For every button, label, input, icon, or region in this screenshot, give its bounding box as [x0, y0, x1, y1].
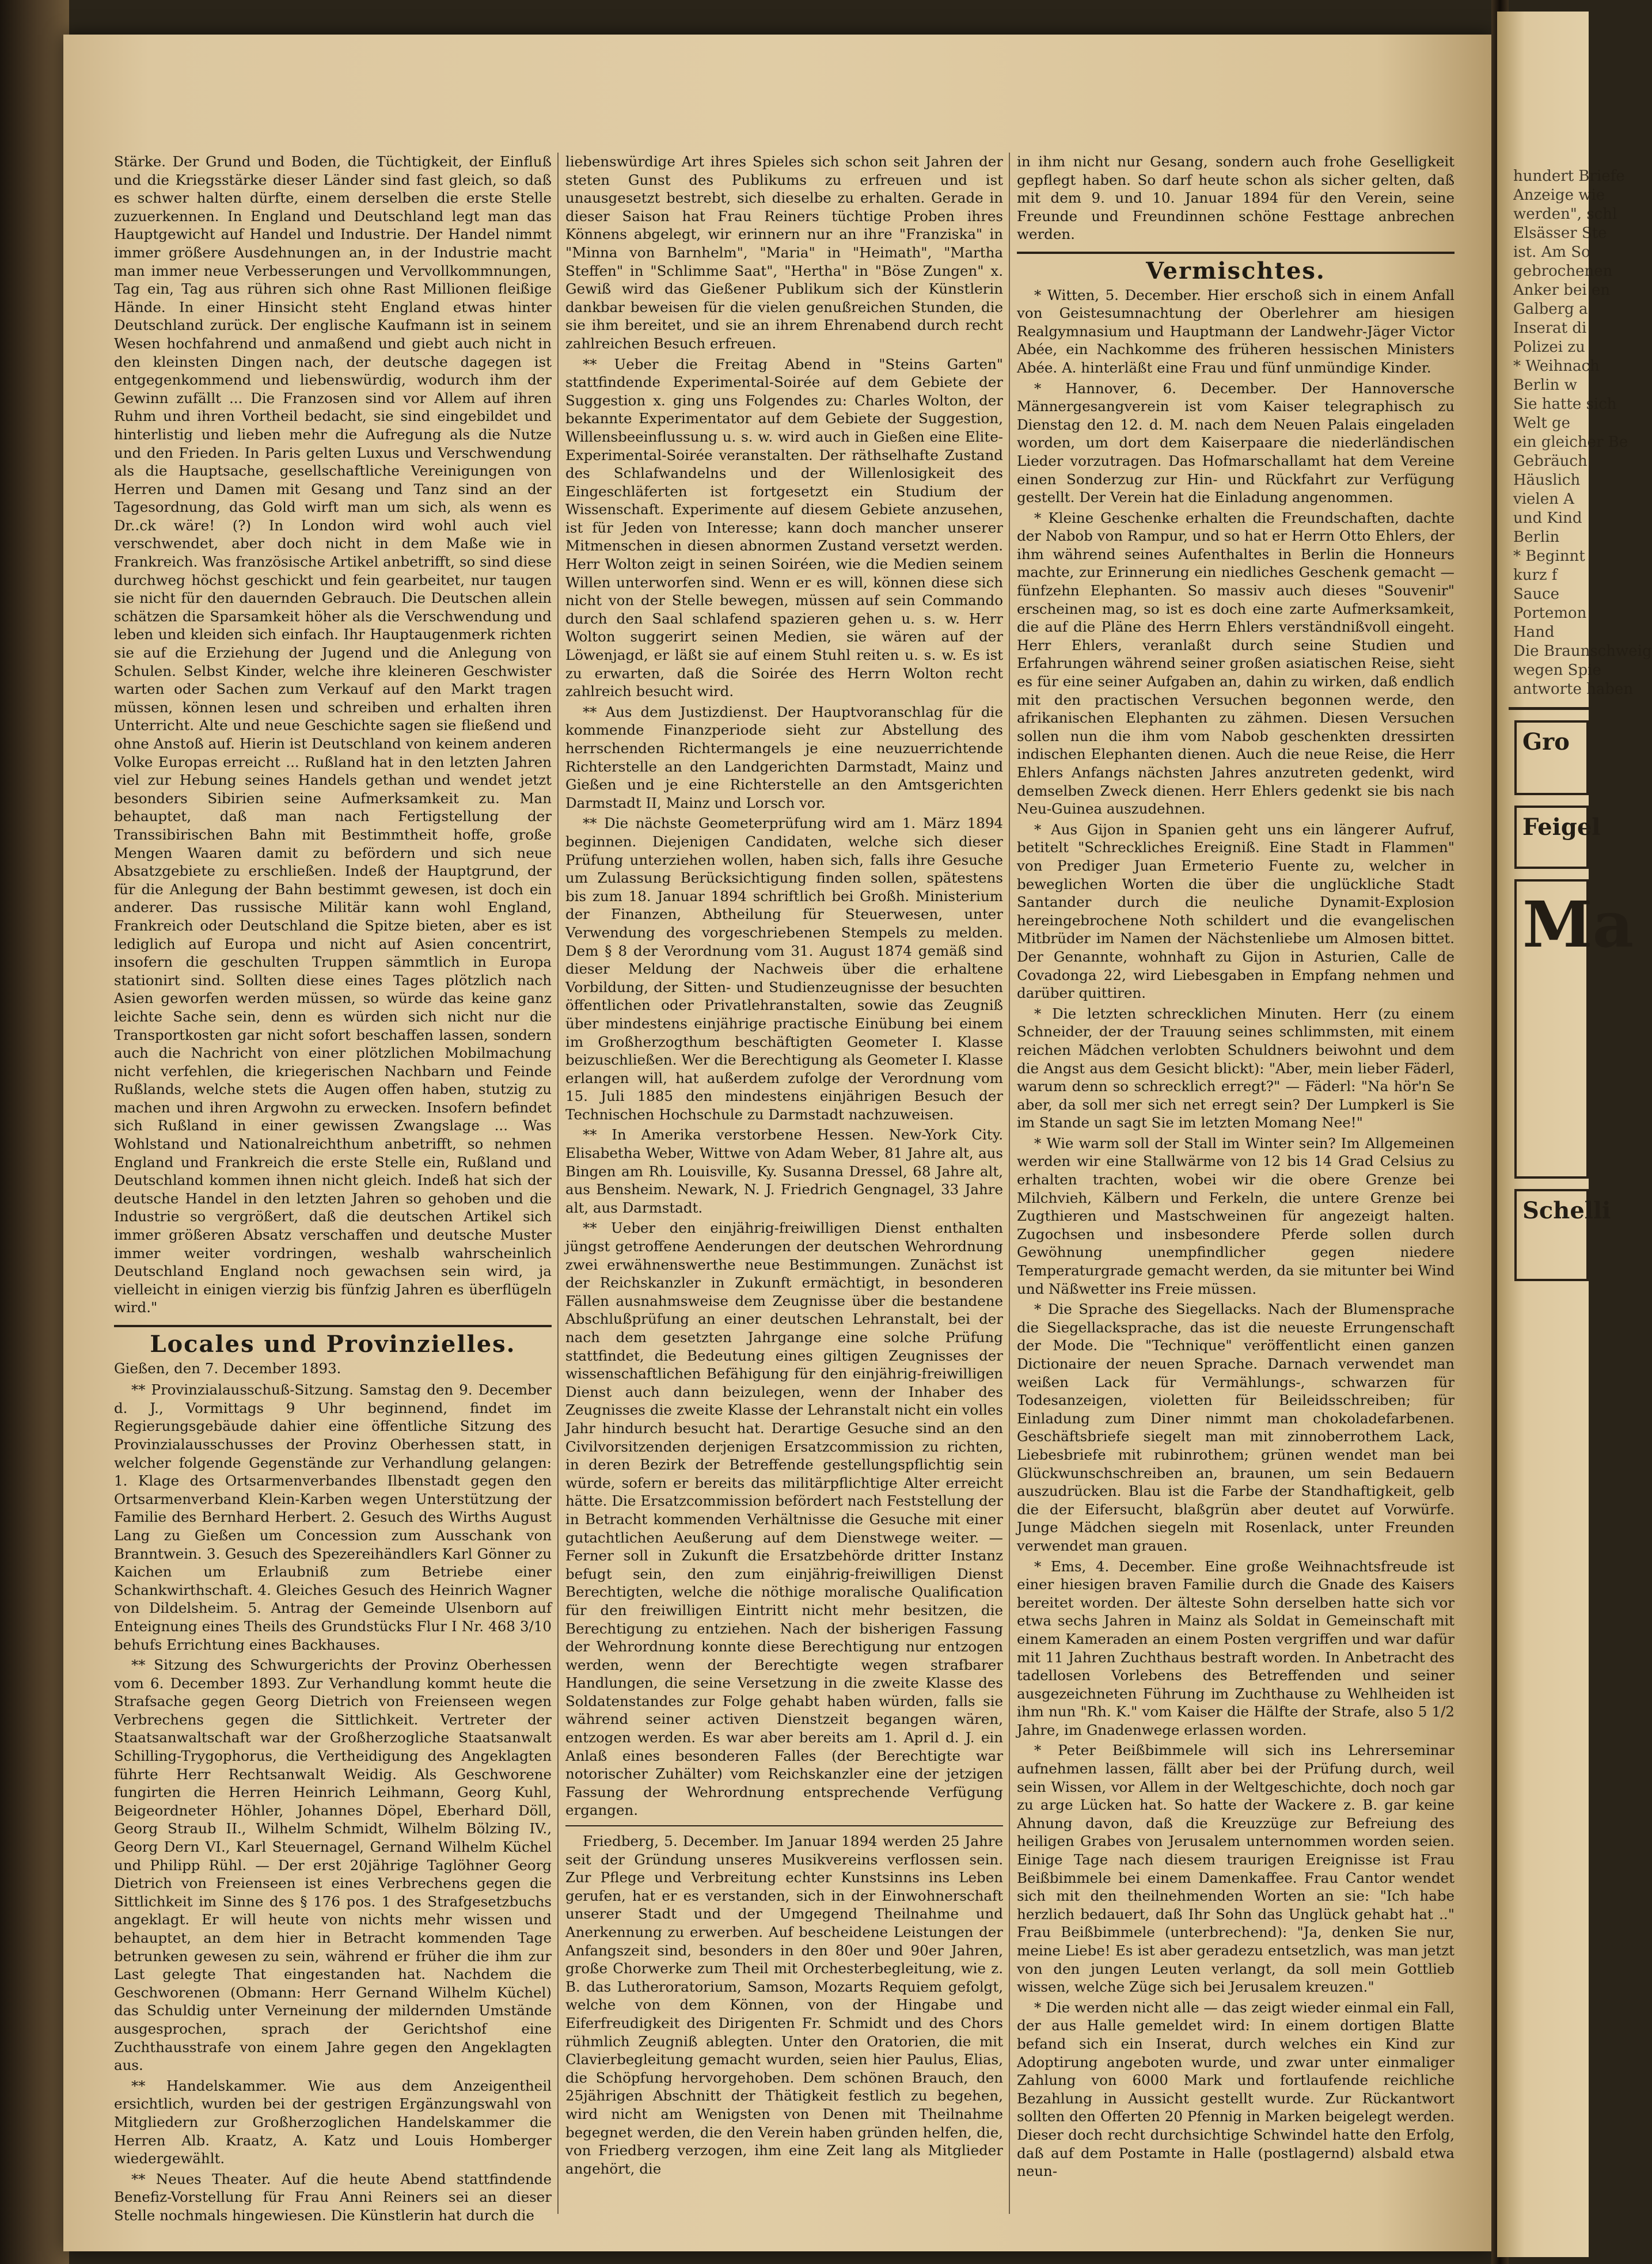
facing-page-line: antworte haben	[1513, 681, 1634, 698]
facing-page-line: vielen A	[1513, 491, 1574, 508]
article-paragraph: ** Handelskammer. Wie aus dem Anzeigentheil ersichtlich, wurden bei der gestrigen Ergänzungswahl von Mitgliedern zur Großherzoglichen Handelskammer die Herren Alb. Kraatz, A. Katz und Louis Homberger wiedergewählt.	[114, 2077, 552, 2167]
article-paragraph: * Ems, 4. December. Eine große Weihnachtsfreude ist einer hiesigen braven Familie durch die Gnade des Kaisers bereitet worden. Der älteste Sohn derselben hatte sich vor etwa sechs Jahren in Mainz als Soldat in Gemeinschaft mit einem Kameraden an einem Posten vergriffen und war dafür mit 11 Jahren Zuchthaus bestraft worden. In Anbetracht des tadellosen Vorlebens des Betreffenden und seiner ausgezeichneten Führung im Zuchthause zu Wehlheiden ist ihm nun "Rh. K." vom Kaiser die Hälfte der Strafe, also 5 1/2 Jahre, im Gnadenwege erlassen worden.	[1017, 1558, 1454, 1738]
advertisement-fragment: Feigel	[1514, 806, 1589, 869]
section-divider	[1017, 252, 1454, 254]
facing-page-line: Inserat di	[1513, 320, 1587, 337]
article-paragraph: Friedberg, 5. December. Im Januar 1894 werden 25 Jahre seit der Gründung unseres Musikvereins verflossen sein. Zur Pflege und Verbreitung echter Kunstsinns ins Leben gerufen, hat er es verstanden, sich in der Einwohnerschaft unserer Stadt und der Umgegend Theilnahme und Anerkennung zu erwerben. Auf bescheidene Leistungen der Anfangszeit sind, besonders in den 80er und 90er Jahren, große Chorwerke zum Theil mit Orchesterbegleitung, wie z. B. das Lutheroratorium, Samson, Mozarts Requiem gefolgt, welche von dem Können, von der Hingabe und Eiferfreudigkeit des Dirigenten Fr. Schmidt und des Chors rühmlich Zeugniß ablegten. Unter den Oratorien, die mit Clavierbegleitung gemacht wurden, seien hier Paulus, Elias, die Schöpfung hervorgehoben. Dem schönen Brauch, den 25jährigen Abschnitt der Thätigkeit festlich zu begehen, wird nicht am Wenigsten von Denen mit Theilnahme begegnet werden, die den Verein haben gründen helfen, die, von Friedberg verzogen, ihm eine Zeit lang als Mitglieder angehört, die	[565, 1833, 1003, 2177]
facing-page-line: Galberg a	[1513, 301, 1588, 318]
column-rule	[1009, 153, 1010, 2214]
facing-page-line: Polizei zu	[1513, 339, 1585, 356]
facing-page-line: gebrochenen	[1513, 263, 1613, 280]
article-paragraph: * Kleine Geschenke erhalten die Freundschaften, dachte der Nabob von Rampur, und so hat er Herrn Otto Ehlers, der ihm während seines Aufenthaltes in Berlin die Honneurs machte, zur Erinnerung ein niedliches Geschenk gemacht — fünfzehn Elephanten. So massiv auch dieses "Souvenir" erscheinen mag, so ist es doch eine zarte Aufmerksamkeit, die auf die Pläne des Herrn Ehlers verständnißvoll eingeht. Herr Ehlers, veranlaßt durch seine Studien und Erfahrungen während seiner großen asiatischen Reise, sieht es für eine seiner Aufgaben an, dahin zu wirken, daß endlich mit den practischen Versuchen begonnen werde, den afrikanischen Elephanten zu zähmen. Diesen Versuchen sollen nun die ihm vom Nabob geschenkten dressirten indischen Elephanten dienen. Auch die neue Reise, die Herr Ehlers Anfangs nächsten Jahres anzutreten gedenkt, wird demselben Zweck dienen. Herr Ehlers gedenkt sie bis nach Neu-Guinea auszudehnen.	[1017, 509, 1454, 818]
facing-page-line: und Kind	[1513, 510, 1582, 527]
article-paragraph: ** Neues Theater. Auf die heute Abend stattfindende Benefiz-Vorstellung für Frau Anni Reiners sei an dieser Stelle nochmals hingewiesen. Die Künstlerin hat durch die	[114, 2170, 552, 2224]
facing-page-fragment	[1497, 12, 1652, 2257]
column-2	[565, 153, 1003, 2225]
section-title-local: Locales und Provinzielles.	[150, 1331, 516, 1358]
facing-page-line: Gebräuch	[1513, 453, 1588, 470]
facing-page-line: * Beginnt	[1513, 548, 1585, 565]
facing-page-line: Häuslich	[1513, 472, 1581, 489]
facing-page-line: Portemon	[1513, 605, 1587, 622]
dateline: Gießen, den 7. December 1893.	[114, 1359, 341, 1377]
article-paragraph: ** Sitzung des Schwurgerichts der Provinz Oberhessen vom 6. December 1893. Zur Verhandlung kommt heute die Strafsache gegen Georg Dietrich von Freienseen wegen Verbrechens gegen die Sittlichkeit. Vertreter der Staatsanwaltschaft war der Großherzogliche Staatsanwalt Schilling-Trygophorus, die Vertheidigung des Angeklagten führte Herr Rechtsanwalt Weidig. Als Geschworene fungirten die Herren Heinrich Leihmann, Georg Kuhl, Beigeordneter Höhler, Johannes Döpel, Eberhard Döll, Georg Straub II., Wilhelm Schmidt, Wilhelm Bölzing IV., Georg Dern VI., Karl Steuernagel, Gernand Wilhelm Küchel und Philipp Rühl. — Der erst 20jährige Taglöhner Georg Dietrich von Freienseen ist eines Verbrechens gegen die Sittlichkeit im Sinne des § 176 pos. 1 des Strafgesetzbuchs angeklagt. Er will heute von nichts mehr wissen und behauptet, an dem hier in Betracht kommenden Tage betrunken gewesen zu sein, während er früher die ihm zur Last gelegte That eingestanden hat. Nachdem die Geschworenen (Obmann: Herr Gernand Wilhelm Küchel) das Schuldig unter Verneinung der mildernden Umstände ausgesprochen, sprach der Gerichtshof eine Zuchthausstrafe von einem Jahre gegen den Angeklagten aus.	[114, 1657, 552, 2074]
facing-page-line: werden", schl	[1513, 206, 1617, 223]
article-paragraph: ** Aus dem Justizdienst. Der Hauptvoranschlag für die kommende Finanzperiode sieht zur Abstellung des herrschenden Richtermangels je eine neuzuerrichtende Richterstelle an den Landgerichten Darmstadt, Mainz und Gießen und je eine Richterstelle an den Amtsgerichten Darmstadt II, Mainz und Lorsch vor.	[565, 703, 1003, 811]
article-paragraph: ** Die nächste Geometerprüfung wird am 1. März 1894 beginnen. Diejenigen Candidaten, welche sich dieser Prüfung unterziehen wollen, haben sich, falls ihre Gesuche um Zulassung Berücksichtigung finden sollen, spätestens bis zum 18. Januar 1894 schriftlich bei Großh. Ministerium der Finanzen, Abtheilung für Steuerwesen, unter Verwendung des vorgeschriebenen Stempels zu melden. Dem § 8 der Verordnung vom 31. August 1874 gemäß sind dieser Meldung der Nachweis über die erhaltene Vorbildung, der Sitten- und Studienzeugnisse der besuchten öffentlichen oder Privatlehranstalten, sowie das Zeugniß über mindestens einjährige practische Einübung bei einem im Großherzogthum beschäftigten Geometer I. Klasse beizuschließen. Wer die Berechtigung als Geometer I. Klasse erlangen will, hat außerdem zufolge der Verordnung vom 15. Juli 1885 den mindestens einjährigen Besuch der Technischen Hochschule zu Darmstadt nachzuweisen.	[565, 815, 1003, 1123]
article-paragraph: liebenswürdige Art ihres Spieles sich schon seit Jahren der steten Gunst des Publikums zu erfreuen und ist unausgesetzt bestrebt, sich dieselbe zu erhalten. Gerade in dieser Saison hat Frau Reiners tüchtige Proben ihres Könnens abgelegt, wir erinnern nur an ihre "Franziska" in "Minna von Barnhelm", "Maria" in "Heimath", "Martha Steffen" in "Schlimme Saat", "Hertha" in "Böse Zungen" x. Gewiß wird das Gießener Publikum sich der Künstlerin dankbar beweisen für die vielen genußreichen Stunden, die sie ihm bereitet, und sie an ihrem Ehrenabend durch recht zahlreichen Besuch erfreuen.	[565, 153, 1003, 352]
facing-page-line: Berlin w	[1513, 377, 1577, 394]
ad-divider	[1509, 707, 1589, 710]
column-rule	[557, 153, 559, 2214]
facing-page-line: Welt ge	[1513, 415, 1571, 432]
section-title-misc: Vermischtes.	[1146, 257, 1326, 284]
article-paragraph: * Wie warm soll der Stall im Winter sein? Im Allgemeinen werden wir eine Stallwärme von 12 bis 14 Grad Celsius zu erhalten trachten, wobei wir die obere Grenze bei Milchvieh, Kälbern und Ferkeln, die untere Grenze bei Zugthieren und Mastschweinen für angezeigt halten. Zugochsen und insbesondere Pferde sollen durch Gewöhnung unempfindlicher gegen niedere Temperaturgrade gemacht werden, da sie mitunter bei Wind und Näßwetter ins Freie müssen.	[1017, 1134, 1454, 1297]
facing-page-text	[1497, 167, 1652, 699]
facing-page-line: Anzeige wie	[1513, 187, 1605, 204]
article-paragraph: ** Ueber die Freitag Abend in "Steins Garten" stattfindende Experimental-Soirée auf dem Gebiete der Suggestion x. ging uns Folgendes zu: Charles Wolton, der bekannte Experimentator auf dem Gebiete der Suggestion, Willensbeeinflussung u. s. w. wird auch in Gießen eine Elite-Experimental-Soirée veranstalten. Der räthselhafte Zustand des Schlafwandelns und der Willenlosigkeit des Eingeschläferten ist fortgesetzt ein Studium der Wissenschaft. Experimente auf diesem Gebiete anzusehen, ist für Jeden von Interesse; kann doch mancher unserer Mitmenschen in diesen abnormen Zustand versetzt werden. Herr Wolton zeigt in seinen Soiréen, wie die Medien seinem Willen unterworfen sind. Wenn er es will, können diese sich nicht von der Stelle bewegen, müssen auf sein Commando durch den Saal schlafend spazieren gehen u. s. w. Herr Wolton suggerirt seinen Medien, sie wären auf der Löwenjagd, er läßt sie auf einem Stuhl reiten u. s. w. Es ist zu erwarten, daß die Soirée des Herrn Wolton recht zahlreich besucht wird.	[565, 355, 1003, 700]
article-paragraph: * Die letzten schrecklichen Minuten. Herr (zu einem Schneider, der der Trauung seines schlimmsten, mit einem reichen Mädchen verlobten Schuldners beiwohnt und dem die Angst aus dem Gesicht blickt): "Aber, mein lieber Fäderl, warum denn so schrecklich erregt?" — Fäderl: "Na hör'n Se aber, da soll mer sich net erregt sein? Der Lumpkerl is Sie im Stande un sagt Sie im letzten Momang Nee!"	[1017, 1005, 1454, 1131]
facing-page-line: Sauce	[1513, 586, 1560, 603]
article-paragraph: * Peter Beißbimmele will sich ins Lehrerseminar aufnehmen lassen, fällt aber bei der Prüfung durch, weil sein Wissen, vor Allem in der Weltgeschichte, doch noch gar zu arge Lücken hat. So hatte der Wackere z. B. gar keine Ahnung davon, daß die Kreuzzüge zur Befreiung des heiligen Grabes von Jerusalem unternommen worden seien. Einige Tage nach diesem traurigen Ereignisse ist Frau Beißbimmele bei einem Damenkaffee. Frau Cantor wendet sich mit den theilnehmenden Worten an sie: "Ich habe herzlich bedauert, daß Ihr Sohn das Unglück gehabt hat .." Frau Beißbimmele (unterbrechend): "Ja, denken Sie nur, meine Liebe! Es ist aber geradezu entsetzlich, was man jetzt von den jungen Leuten verlangt, da soll mein Gottlieb wissen, welche Züge sich bei Jerusalem kreuzen."	[1017, 1742, 1454, 1996]
advertisement-fragment: Schelli	[1514, 1189, 1589, 1281]
facing-page-line: wegen Spie	[1513, 662, 1601, 679]
facing-page-line: Anker bei en	[1513, 282, 1611, 299]
facing-page-line: * Weihnach	[1513, 358, 1600, 375]
facing-page-line: Die Braunschweig	[1513, 643, 1652, 660]
article-paragraph: * Aus Gijon in Spanien geht uns ein längerer Aufruf, betitelt "Schreckliches Ereigniß. Eine Stadt in Flammen" von Prediger Juan Ermeterio Fuente zu, welcher in beweglichen Worten die über die unglückliche Stadt Santander durch die neuliche Dynamit-Explosion hereingebrochene Noth schildert und die evangelischen Mitbrüder im Namen der Nächstenliebe um Almosen bittet. Der Genannte, wohnhaft zu Gijon in Asturien, Calle de Covadonga 22, wird Liebesgaben in Empfang nehmen und darüber quittiren.	[1017, 820, 1454, 1002]
article-paragraph: ** Ueber den einjährig-freiwilligen Dienst enthalten jüngst getroffene Aenderungen der deutschen Wehrordnung zwei erwähnenswerthe neue Bestimmungen. Zunächst ist der Reichskanzler in Zukunft ermächtigt, in besonderen Fällen ausnahmsweise dem Zeugnisse über die bestandene Abschlußprüfung an einer deutschen Lehranstalt, bei der nach dem gesetzten Jahrgange eine solche Prüfung stattfindet, die Bedeutung eines giltigen Zeugnisses der wissenschaftlichen Befähigung für den einjährig-freiwilligen Dienst auch dann beizulegen, wenn der Inhaber des Zeugnisses die zweite Klasse der Lehranstalt nicht ein volles Jahr hindurch besucht hat. Derartige Gesuche sind an den Civilvorsitzenden derjenigen Ersatzcommission zu richten, in deren Bezirk der Betreffende gestellungspflichtig sein würde, sofern er bereits das militärpflichtige Alter erreicht hätte. Die Ersatzcommission befördert nach Feststellung der in Betracht kommenden Verhältnisse die Gesuche mit einer gutachtlichen Aeußerung auf dem Dienstwege weiter. — Ferner soll in Zukunft die Ersatzbehörde dritter Instanz befugt sein, den zum einjährig-freiwilligen Dienst Berechtigten, welche die nöthige moralische Qualification für den freiwilligen Eintritt nicht mehr besitzen, die Berechtigung zu entziehen. Nach der bisherigen Fassung der Wehrordnung konnte diese Berechtigung nur entzogen werden, wenn der Berechtigte wegen strafbarer Handlungen, die seine Versetzung in die zweite Klasse des Soldatenstandes zur Folge gehabt haben würden, falls sie während seiner activen Dienstzeit begangen wären, entzogen werden. Es war aber bereits am 1. April d. J. ein Anlaß eines besonderen Falles (der Berechtigte war notorischer Zuhälter) vom Reichskanzler eine der jetzigen Fassung der Wehrordnung entsprechende Verfügung ergangen.	[565, 1220, 1003, 1819]
column-1	[114, 153, 552, 2225]
column-3	[1017, 153, 1454, 2225]
facing-page-line: Hand	[1513, 624, 1555, 641]
advertisement-fragment: Ma	[1514, 879, 1589, 1179]
newspaper-page	[63, 35, 1491, 2251]
facing-page-line: ist. Am So	[1513, 244, 1590, 261]
facing-page-line: Elsässer Ste	[1513, 225, 1607, 242]
facing-page-line: hundert Briefe	[1513, 168, 1625, 185]
section-divider	[114, 1325, 552, 1327]
article-paragraph: ** In Amerika verstorbene Hessen. New-York City. Elisabetha Weber, Wittwe von Adam Weber, 81 Jahre alt, aus Bingen am Rh. Louisville, Ky. Susanna Dressel, 68 Jahre alt, aus Bensheim. Newark, N. J. Friedrich Gengnagel, 33 Jahre alt, aus Darmstadt.	[565, 1126, 1003, 1216]
facing-page-line: Sie hatte sich	[1513, 396, 1617, 413]
article-paragraph: * Die werden nicht alle — das zeigt wieder einmal ein Fall, der aus Halle gemeldet wird: In einem dortigen Blatte befand sich ein Inserat, durch welches ein Kind zur Adoptirung angeboten wurde, und zwar unter einmaliger Zahlung von 6000 Mark und fortlaufende reichliche Bezahlung in Aussicht gestellt wurde. Zur Rückantwort sollten den Offerten 20 Pfennig in Marken beigelegt werden. Dieser doch recht durchsichtige Schwindel hatte den Erfolg, daß auf dem Postamte in Halle (postlagernd) alsbald etwa neun-	[1017, 1999, 1454, 2180]
article-paragraph: Stärke. Der Grund und Boden, die Tüchtigkeit, der Einfluß und die Kriegsstärke dieser Länder sind fast gleich, so daß es schwer halten dürfte, einem derselben die erste Stelle zuzuerkennen. In England und Deutschland legt man das Hauptgewicht auf Handel und Industrie. Der Handel nimmt immer größere Ausdehnungen an, in der Industrie macht man immer neue Verbesserungen und Vervollkommnungen, Tag ein, Tag aus rühren sich ohne Rast Millionen fleißige Hände. In einer Hinsicht steht England etwas hinter Deutschland zurück. Der englische Kaufmann ist in seinem Wesen hochfahrend und anmaßend und giebt auch nicht in den kleinsten Dingen nach, der deutsche dagegen ist entgegenkommend und liebenswürdig, wodurch ihm der Gewinn zufällt ... Die Franzosen sind vor Allem auf ihren Ruhm und ihren Vortheil bedacht, sie sind eingebildet und hinterlistig und lieben mehr die Aufregung als die Nutze und den Frieden. In Paris gelten Luxus und Verschwendung als die Hauptsache, gesellschaftliche Vereinigungen von Herren und Damen mit Gesang und Tanz sind an der Tagesordnung, das Gold wirft man um sich, als wenn es Dr..ck wäre! (?) In London wird wohl auch viel verschwendet, aber doch nicht in dem Maße wie in Frankreich. Was französische Artikel anbetrifft, so sind diese durchweg höchst geschickt und fein gearbeitet, nur taugen sie nicht für den dauernden Gebrauch. Die Deutschen allein schätzen die Sparsamkeit höher als die Verschwendung und leben und kleiden sich einfach. Ihr Hauptaugenmerk richten sie auf die Erziehung der Jugend und die Anlegung von Schulen. Selbst Kinder, welche ihre kleineren Geschwister warten oder Sachen zum Verkauf auf den Markt tragen müssen, können lesen und schreiben und erhalten ihren Unterricht. Alte und neue Geschichte sagen sie fließend und ohne Anstoß auf. Hierin ist Deutschland von keinem anderen Volke Europas erreicht ... Rußland hat in den letzten Jahren viel zur Hebung seines Handels gethan und wendet jetzt besonders Sibirien seine Aufmerksamkeit zu. Man behauptet, daß man nach Fertigstellung der Transsibirischen Bahn mit Bestimmtheit hoffe, große Mengen Waaren damit zu befördern und sich neue Absatzgebiete zu erschließen. Indeß der Hauptgrund, der für die Anlegung der Bahn bestimmt gewesen, ist doch ein anderer. Das russische Militär kann wohl England, Frankreich oder Deutschland die Spitze bieten, aber es ist lediglich auf Europa und nicht auf Asien concentrirt, insofern die geschulten Truppen sämmtlich in Europa stationirt sind. Sollten diese eines Tages plötzlich nach Asien geworfen werden müssen, so würde das keine ganz leichte Sache sein, denn es würden sich nicht nur die Transportkosten gar nicht sofort beschaffen lassen, sondern auch die Nachricht von einer plötzlichen Mobilmachung nicht verfehlen, die kriegerischen Nachbarn und Feinde Rußlands, welche stets die Augen offen haben, stutzig zu machen und ihren Argwohn zu erwecken. Insofern befindet sich Rußland in einer gewissen Zwangslage ... Was Wohlstand und Nationalreichthum anbetrifft, so nehmen England und Frankreich die erste Stelle ein, Rußland und Deutschland kommen ihnen nicht gleich. Indeß hat sich der deutsche Handel in den letzten Jahren so gehoben und die Industrie so vergrößert, daß die deutschen Artikel sich immer größeren Absatz verschaffen und deutsche Muster immer weiter vordringen, weshalb wahrscheinlich Deutschland England noch gewachsen sein wird, ja vielleicht in einigen vierzig bis fünfzig Jahren es überflügeln wird."	[114, 153, 552, 1316]
advertisement-fragment: Gro	[1514, 720, 1589, 795]
article-paragraph: * Witten, 5. December. Hier erschoß sich in einem Anfall von Geistesumnachtung der Oberlehrer am hiesigen Realgymnasium und Hauptmann der Landwehr-Jäger Victor Abée, ein Nachkomme des früheren hessischen Ministers Abée. A. hinterläßt eine Frau und fünf unmündige Kinder.	[1017, 286, 1454, 376]
article-paragraph: ** Provinzialausschuß-Sitzung. Samstag den 9. December d. J., Vormittags 9 Uhr beginnend, findet im Regierungsgebäude dahier eine öffentliche Sitzung des Provinzialausschusses der Provinz Oberhessen statt, in welcher folgende Gegenstände zur Verhandlung gelangen: 1. Klage des Ortsarmenverbandes Ilbenstadt gegen den Ortsarmenverband Klein-Karben wegen Unterstützung der Familie des Bernhard Herbert. 2. Gesuch des Wirths August Lang zu Gießen um Concession zum Ausschank von Branntwein. 3. Gesuch des Spezereihändlers Karl Gönner zu Kaichen um Erlaubniß zum Betriebe einer Schankwirthschaft. 4. Gleiches Gesuch des Heinrich Wagner von Dildelsheim. 5. Antrag der Gemeinde Ulsenborn auf Enteignung eines Theils des Grundstücks Flur I Nr. 468 3/10 behufs Errichtung eines Backhauses.	[114, 1381, 552, 1653]
facing-page-line: ein gleicher Be	[1513, 434, 1628, 451]
facing-page-line: Berlin	[1513, 529, 1560, 546]
article-paragraph: * Die Sprache des Siegellacks. Nach der Blumensprache die Siegellacksprache, das ist die neueste Errungenschaft der Mode. Die "Technique" veröffentlicht einen ganzen Dictionaire der neuen Sprache. Darnach verwendet man weißen Lack für Vermählungs-, schwarzen für Todesanzeigen, violetten für Beileidsschreiben; für Einladung zum Diner nimmt man chokoladefarbenen. Geschäftsbriefe siegelt man mit zinnoberrothem Lack, Liebesbriefe mit rubinrothem; grünen wendet man bei Glückwunschschreiben an, braunen, um sein Bedauern auszudrücken. Blau ist die Farbe der Standhaftigkeit, gelb die der Eifersucht, blaßgrün aber deutet auf Vorwürfe. Junge Mädchen siegeln mit Rosenlack, unter Freunden verwendet man grauen.	[1017, 1301, 1454, 1554]
article-paragraph: in ihm nicht nur Gesang, sondern auch frohe Geselligkeit gepflegt haben. So darf heute schon als sicher gelten, daß mit dem 9. und 10. Januar 1894 für den Verein, seine Freunde und Freundinnen schöne Festtage anbrechen werden.	[1017, 153, 1454, 243]
article-divider	[565, 1825, 1003, 1826]
article-paragraph: * Hannover, 6. December. Der Hannoversche Männergesangverein ist vom Kaiser telegraphisch zu Dienstag den 12. d. M. nach dem Neuen Palais eingeladen worden, um dort dem Kaiserpaare die niederländischen Lieder vorzutragen. Das Hofmarschallamt hat dem Vereine einen Sonderzug zur Hin- und Rückfahrt zur Verfügung gestellt. Der Verein hat die Einladung angenommen.	[1017, 379, 1454, 506]
book-edge-left	[0, 0, 69, 2264]
facing-page-line: kurz f	[1513, 567, 1558, 584]
